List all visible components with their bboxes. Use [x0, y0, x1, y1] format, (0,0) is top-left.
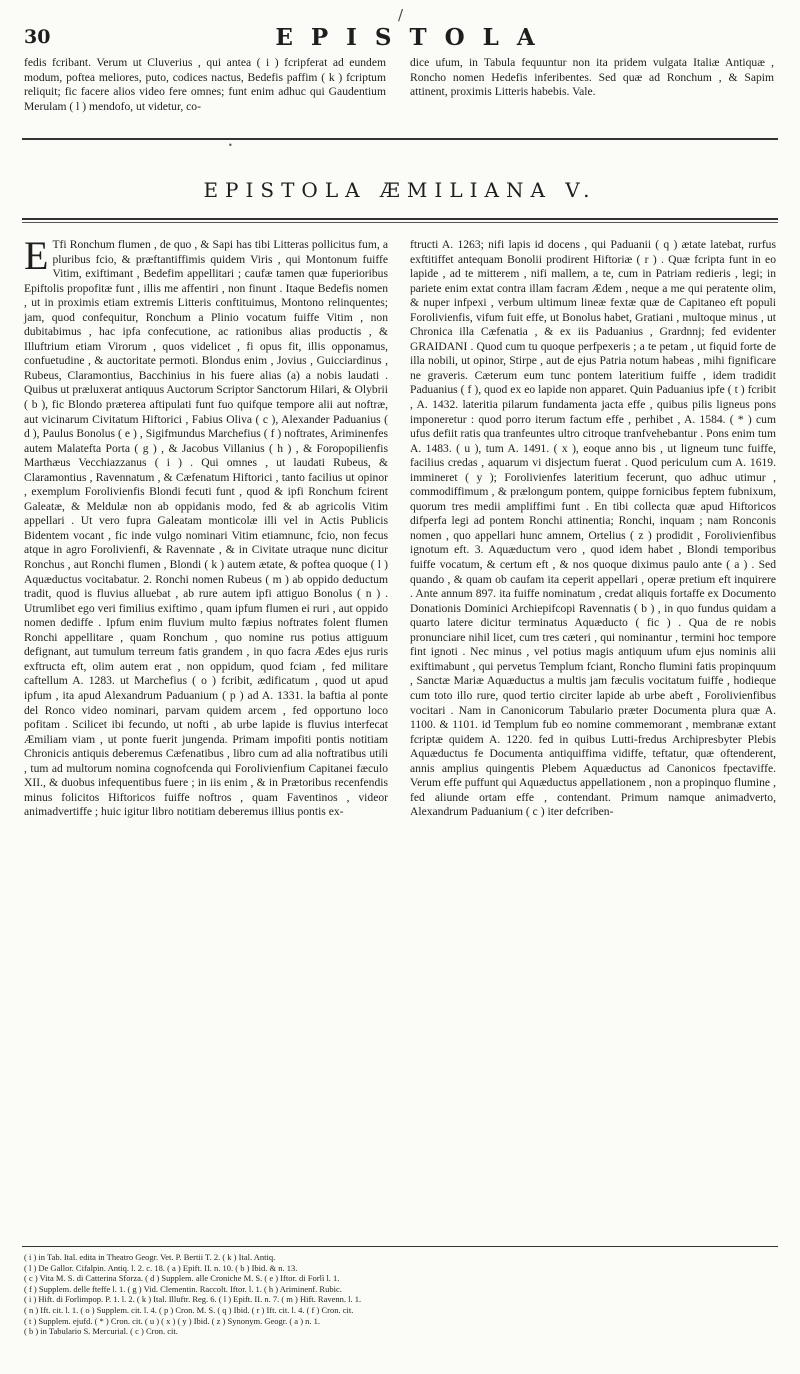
- top-right-text: dice ufum, in Tabula fequuntur non ita pridem vulgata Italiæ Antiquæ , Roncho nomen Hedefis inferibentes. Sed quæ ad Ronchum , & Sapim attinent, proximis Litteris habebis. Vale.: [410, 56, 774, 99]
- main-right-column: [410, 238, 776, 820]
- main-left-column: [24, 233, 388, 820]
- section-rule-mid: [22, 218, 778, 220]
- epistle-title: EPISTOLA ÆMILIANA V.: [203, 178, 597, 202]
- main-left-text: Tfi Ronchum flumen , de quo , & Sapi has tibi Litteras pollicitus fum, a pluribus fcio, & præftantiffimis quidem Viris , qui Montonum fuiffe Vitim, exiftimant , Bedefim appellitari ; caufæ tamen quæ fuperioribus Epiftolis propofitæ funt , illis me affentiri , non finunt . Itaque Bedefis nomen , ut in proximis etiam extremis Litteris conftituimus, Montono relinquentes; jam, quod confequitur, Ronchum a Plinio vocatum fuiffe Vitim , non dubitabimus , hac ipfa confecutione, ac rationibus alias productis , & Illuftrium etiam Virorum , quos videlicet , fi opus fit, illis opponamus, confuetudine , & auctoritate permoti. Blondus enim , Jovius , Guicciardinus , Rubeus, Claramontius, Bacchinius in his fuere alias (a) a nobis laudati . Quibus ut præluxerat antiquus Auctorum Scriptor Sanctorum Hilari, & Olybrii ( b ), fic Blondo præterea aftipulati funt fuo quifque tempore alii aut noftræ, aut vicinarum Civitatum Hiftorici , Fabius Oliva ( c ), Alexander Paduanius ( d ), Paulus Bonolus ( e ) , Sigifmundus Marchefius ( f ) noftrates, Ariminenfes autem Malatefta Porta ( g ) , & Jacobus Villanius ( h ) , & Foropopilienfis Marthæus Vecchiazzanus ( i ) . Qui omnes , ut laudati Rubeus, & Claramontius , Ravennatum , & Cæfenatum Hiftorici , tanto facilius ut opinor , exemplum Forolivienfis Blondi fecuti funt , quod & ipfi Ronchum fcirent Galeatæ, & Meldulæ non ab oppidanis modo, fed & ab agricolis Vitim appellari . Ut vero fupra Galeatam monticolæ illi vel in Actis Publicis Bidentem vocant , fic inde vulgo nominari Vitim etiamnunc, fcio, non fecus atque in agro Forolivienfi, & Ravennate , & in Civitate utraque nunc dicitur Ronchus , aut Ronchi flumen , Blondi ( k ) autem ætate, & poftea quoque ( l ) Aquæductus vocitabatur. 2. Ronchi nomen Rubeus ( m ) ab oppido deductum tradit, quod is fluvius alluebat , ab rure autem ipfi attiguo Bonolus ( n ) . Utrumlibet ego veri fimilius exiftimo , quam ipfum flumen ei ruri , aut oppido nomen dediffe . Ipfum enim fluvium multo fæpius noftrates folent flumen Ronchi appellitare , quam Ronchum , quo nomine rus potius attiguum defignant, aut tumulum terreum fatis grandem , in quo facra Ædes ejus ruris exftructa eft, olim autem erat , non oppidum, quod fciam , fed militare caftellum A. 1283. ut Marchefius ( o ) fcribit, ædificatum , quod ut apud ipfum , ita apud Alexandrum Paduanium ( p ) ad A. 1331. la baftia al ponte del Ronco video nominari, parvam quidem arcem , fed opportuno loco pofitam . Scilicet ibi fecundo, ut nofti , ab urbe lapide is fluvius interfecat Æmiliam viam , ut ponte fuerit jungenda. Primam impofiti pontis notitiam Chronicis antiquis deberemus Cæfenatibus , libro cum ad alia noftratibus utili , tum ad multorum nomina cognofcenda qui Forolivienfium Capitanei fæculo XII., & duobus infequentibus fuere ; in iis enim , & in Prætoribus recenfendis minus folicitos Hiftoricos fuiffe noftros , quam Faventinos , videor animadvertiffe ; huic igitur libro notitiam deberemus illius pontis ex-: [24, 238, 388, 819]
- drop-cap: E: [24, 233, 49, 278]
- section-rule-top: [22, 138, 778, 140]
- footnote-line: ( t ) Supplem. ejufd. ( * ) Cron. cit. ( u ) ( x ) ( y ) Ibid. ( z ) Synonym. Geogr. ( a ) n. 1.: [24, 1315, 321, 1326]
- footnote-line: ( l ) De Gallor. Cifalpin. Antiq. l. 2. c. 18. ( a ) Epift. II. n. 10. ( b ) Ibid. & n. 13.: [24, 1262, 298, 1273]
- footnote-line: ( f ) Supplem. delle fteffe l. 1. ( g ) Vid. Clementin. Raccolt. Iftor. l. 1. ( h ) Ariminenf. Rubic.: [24, 1283, 342, 1294]
- page-mark: /: [398, 6, 404, 24]
- page-number: 30: [24, 26, 51, 48]
- top-right-column: [410, 56, 774, 100]
- top-left-text: fedis fcribant. Verum ut Cluverius , qui antea ( i ) fcripferat ad eundem modum, poftea meliores, puto, codices nactus, Bedefis paffim ( k ) fcriptum reliquit; fic facere alios video fere omnes; funt enim adhuc qui Gaudentium Merulam ( l ) mendofo, ut videtur, co-: [24, 56, 386, 113]
- ornament-dot-icon: •: [228, 141, 233, 150]
- section-rule-mid-thin: [22, 222, 778, 223]
- running-head: EPISTOLA: [275, 24, 553, 51]
- top-left-column: [24, 56, 386, 114]
- footnotes: [24, 1252, 780, 1337]
- main-right-text: ftructi A. 1263; nifi lapis id docens , qui Paduanii ( q ) ætate latebat, rurfus exftitiffet antequam Bonolii prodirent Hiftoriæ ( r ) . Quæ fcripta funt in eo lapide , ad te mitterem , nifi mallem, a te, cum in Patriam redieris , legi; in pariete enim extat contra illam facram Ædem , neque a me qui peratente olim, & nuper infpexi , verbum ultimum lineæ fextæ quæ de Capitaneo eft populi Forolivienfis, vifum fuit effe, ut Bonolus habet, Gratiani , multoque minus , ut Chronica illa Cæfenatia , & ex iis Paduanius , Grardnnj; fed evidenter GRAIDANI . Quod cum tu quoque perfpexeris ; a te petam , ut fiquid forte de illa nobili, ut opinor, Stirpe , aut de ejus Patria notum habeas , mihi fignificare ne graveris. Cæterum eum tunc pontem lateritium fuiffe , idem tradidit Paduanius ( f ), quod ex eo lapide non apparet. Quin Paduanius ipfe ( t ) fcribit , A. 1432. lateritia pilarum fundamenta jacta effe , quibus pilis ligneus pons imponeretur : quod porro iterum factum effe , perhibet , A. 1584. ( * ) cum ufus defiit ratis qua tranfeuntes ultro citroque tranfvehebantur . Pons enim tum A. 1483. ( u ), tum A. 1491. ( x ), eoque anno bis , ut ligneum tunc fuiffe, facilius credas , aquarum vi disjectum fuerat . Quod periculum cum A. 1619. immineret ( y ); Forolivienfes lateritium fecerunt, quo adhuc utimur , commodiffimum , & prælongum pontem, quippe fornicibus feptem fubnixum, quorum tres medii ampliffimi funt . En tibi collecta quæ apud Hiftoricos difperfa legi ad pontem Ronchi attinentia; Ronchi, inquam ; nam Ronconis nomen , quo appellari hunc amnem, Ortelius ( z ) prodidit , Forolivienfibus ignotum eft. 3. Aquæductum vero , quod idem habet , Blondi temporibus fuiffe vocatum, & certum eft , & nos quoque diximus paulo ante ( a ) . Sed quando , & quam ob caufam ita ceperit appellari , operæ pretium eft inquirere . Ante annum 897. ita fuiffe nominatum , credat aliquis fortaffe ex Documento Donationis Dominici Archiepifcopi Ravennatis ( b ) , in quo fundus quidam a quarto latere dicitur terminatus Aquæducto ( fic ) . Qua de re nobis pronunciare nihil licet, cum tres cæteri , qui nominantur , termini hoc tempore fint ignoti . Nec minus , vel potius magis antiquum ufum ejus nominis alii exiftimabunt , qui pervetus Templum fciant, Roncho flumini fatis propinquum , Sanctæ Mariæ Aquæductus a multis jam fæculis vocitatum fuiffe , hodieque cum toto illo rure, quod tertio circiter lapide ab urbe abeft , Forolivienfibus vocitari . Nam in Canonicorum Tabulario præter Documenta plura quæ A. 1100. & 1101. id Templum fub eo nomine commemorant , membranæ extant fcriptæ quidem A. 1220. fed in quibus Lutti-fredus Archipresbyter Plebis Aquæductus fe Documenta antiquiffima vidiffe, teftatur, quæ oftenderent, annis amplius quingentis Plebem Aquæductus ad Canonicos fpectaviffe. Verum effe puffunt qui Aquæductus appellationem , non a propinquo flumine , fed aliunde ortam effe , contendant. Primum namque animadverto, Alexandrum Paduanium ( c ) iter defcriben-: [410, 238, 776, 819]
- footnote-line: ( i ) in Tab. Ital. edita in Theatro Geogr. Vet. P. Bertii T. 2. ( k ) Ital. Antiq.: [24, 1252, 276, 1262]
- footnote-line: ( i ) Hift. di Forlimpop. P. 1. l. 2. ( k ) Ital. Illuftr. Reg. 6. ( l ) Epift. II. n. 7. ( m ) Hift. Ravenn. l. 1.: [24, 1294, 362, 1305]
- footnote-rule: [22, 1246, 778, 1247]
- footnote-line: ( b ) in Tabulario S. Mercurial. ( c ) Cron. cit.: [24, 1326, 178, 1337]
- footnote-line: ( n ) Ift. cit. l. 1. ( o ) Supplem. cit. l. 4. ( p ) Cron. M. S. ( q ) Ibid. ( r ) Ift. cit. l. 4. ( f ) Cron. cit.: [24, 1304, 354, 1315]
- footnote-line: ( c ) Vita M. S. di Catterina Sforza. ( d ) Supplem. alle Croniche M. S. ( e ) Iftor. di Forlì l. 1.: [24, 1273, 340, 1284]
